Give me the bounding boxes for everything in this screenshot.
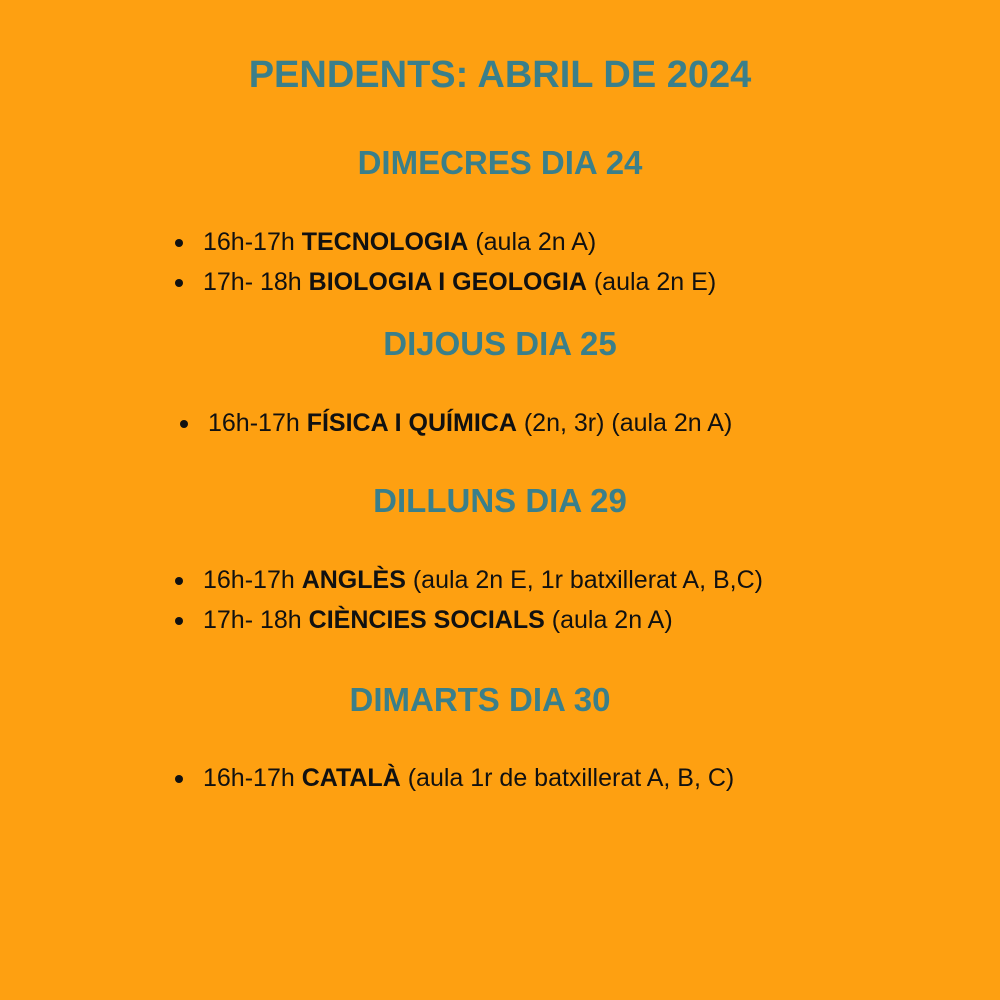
- item-time: 17h- 18h: [203, 606, 302, 634]
- page-title: PENDENTS: ABRIL DE 2024: [248, 54, 752, 96]
- list-item: [173, 560, 763, 600]
- item-time: 16h-17h: [203, 764, 295, 792]
- day-heading-dimarts: DIMARTS DIA 30: [349, 681, 611, 718]
- bullet-icon: [175, 239, 183, 247]
- item-time: 17h- 18h: [203, 268, 302, 296]
- list-item: [173, 758, 734, 798]
- list-item: [173, 262, 716, 302]
- bullet-icon: [175, 617, 183, 625]
- item-subject: FÍSICA I QUÍMICA: [306, 409, 517, 437]
- item-time: 16h-17h: [203, 566, 295, 594]
- item-detail: (aula 2n A): [475, 228, 597, 256]
- item-time: 16h-17h: [203, 228, 295, 256]
- item-time: 16h-17h: [208, 409, 300, 437]
- schedule-list-dimecres: [173, 222, 716, 302]
- day-heading-dilluns: DILLUNS DIA 29: [373, 482, 627, 519]
- bullet-icon: [175, 577, 183, 585]
- list-item: [178, 403, 732, 443]
- item-subject: TECNOLOGIA: [301, 228, 469, 256]
- day-heading-dimecres: DIMECRES DIA 24: [357, 144, 643, 181]
- list-item: [173, 222, 716, 262]
- bullet-icon: [175, 775, 183, 783]
- bullet-icon: [180, 420, 188, 428]
- list-item: [173, 600, 763, 640]
- item-subject: ANGLÈS: [301, 566, 406, 594]
- item-subject: CIÈNCIES SOCIALS: [308, 606, 545, 634]
- schedule-list-dilluns: [173, 560, 763, 640]
- bullet-icon: [175, 279, 183, 287]
- item-detail: (aula 2n E, 1r batxillerat A, B,C): [412, 566, 764, 594]
- schedule-list-dimarts: [173, 758, 734, 798]
- item-detail: (aula 2n A): [551, 606, 673, 634]
- day-heading-dijous: DIJOUS DIA 25: [383, 325, 617, 362]
- item-detail: (2n, 3r) (aula 2n A): [523, 409, 733, 437]
- item-subject: BIOLOGIA I GEOLOGIA: [308, 268, 587, 296]
- schedule-list-dijous: [178, 403, 732, 443]
- item-detail: (aula 1r de batxillerat A, B, C): [407, 764, 735, 792]
- item-subject: CATALÀ: [301, 764, 401, 792]
- item-detail: (aula 2n E): [593, 268, 717, 296]
